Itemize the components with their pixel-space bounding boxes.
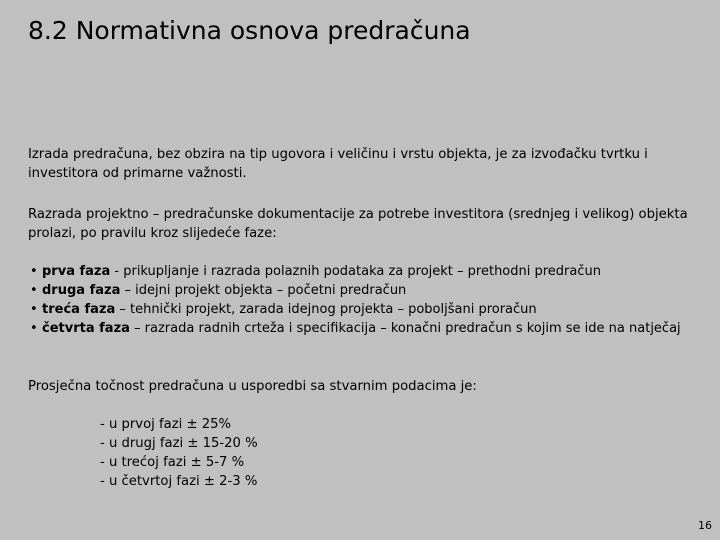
phase-item <box>30 319 710 338</box>
phase-list <box>30 262 710 338</box>
phase-item <box>30 300 710 319</box>
accuracy-item: - u drugj fazi ± 15-20 % <box>100 436 258 451</box>
bullet-icon: • <box>30 321 38 336</box>
phase-term: treća faza <box>42 302 116 317</box>
bullet-icon: • <box>30 264 38 279</box>
phase-item <box>30 281 710 300</box>
accuracy-item: - u prvoj fazi ± 25% <box>100 417 232 432</box>
phase-text: – tehnički projekt, zarada idejnog projekta – poboljšani proračun <box>115 302 537 317</box>
phase-text: – idejni projekt objekta – početni predračun <box>120 283 407 298</box>
phase-term: druga faza <box>42 283 121 298</box>
phase-term: četvrta faza <box>42 321 130 336</box>
phases-intro-paragraph: Razrada projektno – predračunske dokumentacije za potrebe investitora (srednjeg i velikog) objekta prolazi, po pravilu kroz slijedeće faze: <box>28 207 688 241</box>
accuracy-list <box>100 415 258 491</box>
bullet-icon: • <box>30 283 38 298</box>
accuracy-intro-paragraph: Prosječna točnost predračuna u usporedbi sa stvarnim podacima je: <box>28 379 477 394</box>
intro-paragraph: Izrada predračuna, bez obzira na tip ugovora i veličinu i vrstu objekta, je za izvođačku tvrtku i investitora od primarne važnosti. <box>28 147 648 181</box>
page-number: 16 <box>698 519 712 532</box>
phase-text: – razrada radnih crteža i specifikacija – konačni predračun s kojim se ide na natječaj <box>129 321 681 336</box>
accuracy-item: - u četvrtoj fazi ± 2-3 % <box>100 474 258 489</box>
phase-text: - prikupljanje i razrada polaznih podataka za projekt – prethodni predračun <box>110 264 601 279</box>
slide-title: 8.2 Normativna osnova predračuna <box>28 16 471 45</box>
phase-item <box>30 262 710 281</box>
phase-term: prva faza <box>42 264 111 279</box>
bullet-icon: • <box>30 302 38 317</box>
accuracy-item: - u trećoj fazi ± 5-7 % <box>100 455 245 470</box>
